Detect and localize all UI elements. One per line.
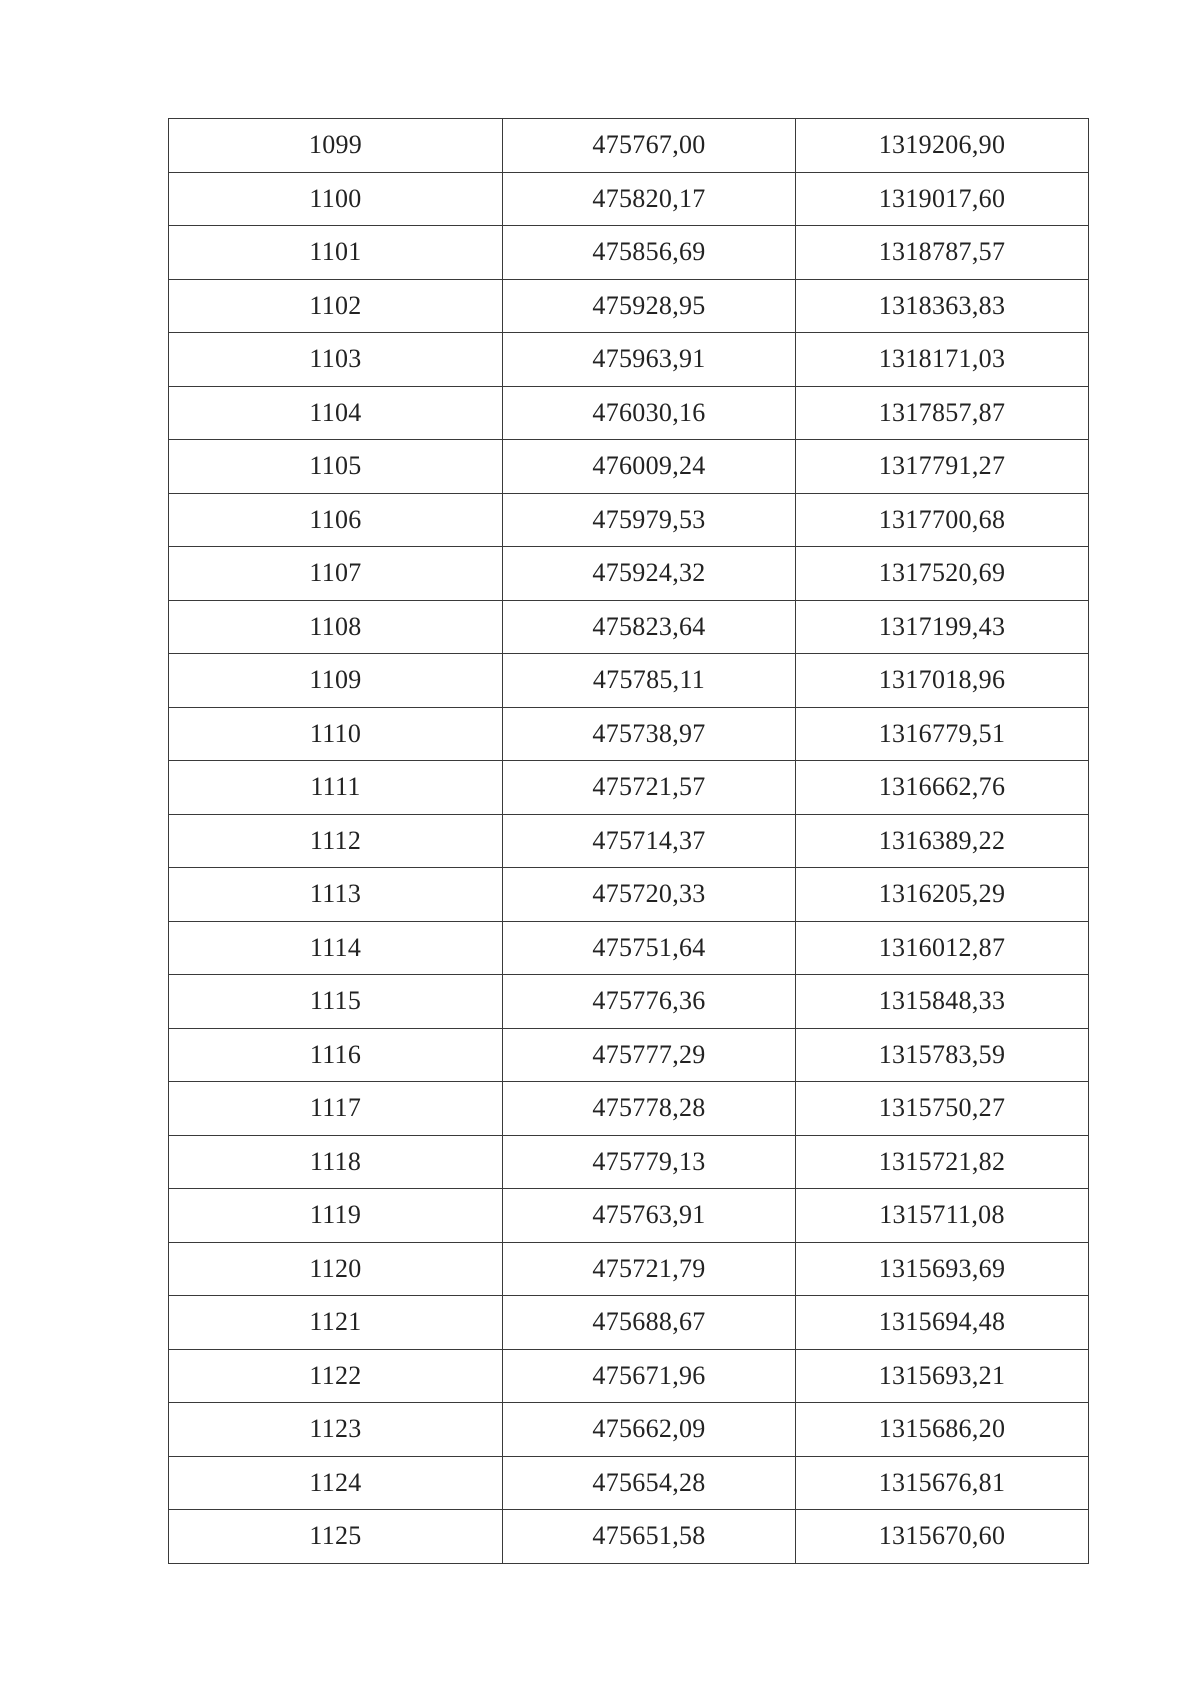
y-coordinate-cell: 1315711,08 (796, 1189, 1089, 1243)
y-coordinate-cell: 1317018,96 (796, 654, 1089, 708)
x-coordinate-cell: 475820,17 (503, 172, 796, 226)
table-row (169, 654, 1089, 708)
x-coordinate-cell: 475751,64 (503, 921, 796, 975)
x-coordinate-cell: 475738,97 (503, 707, 796, 761)
y-coordinate-cell: 1316012,87 (796, 921, 1089, 975)
y-coordinate-cell: 1319017,60 (796, 172, 1089, 226)
point-number-cell: 1107 (169, 547, 503, 601)
point-number-cell: 1120 (169, 1242, 503, 1296)
x-coordinate-cell: 475963,91 (503, 333, 796, 387)
x-coordinate-cell: 475688,67 (503, 1296, 796, 1350)
point-number-cell: 1111 (169, 761, 503, 815)
y-coordinate-cell: 1318363,83 (796, 279, 1089, 333)
y-coordinate-cell: 1316779,51 (796, 707, 1089, 761)
table-row (169, 493, 1089, 547)
x-coordinate-cell: 475776,36 (503, 975, 796, 1029)
point-number-cell: 1110 (169, 707, 503, 761)
y-coordinate-cell: 1315693,21 (796, 1349, 1089, 1403)
y-coordinate-cell: 1316389,22 (796, 814, 1089, 868)
y-coordinate-cell: 1316662,76 (796, 761, 1089, 815)
table-row (169, 333, 1089, 387)
table-row (169, 440, 1089, 494)
y-coordinate-cell: 1317199,43 (796, 600, 1089, 654)
x-coordinate-cell: 475651,58 (503, 1510, 796, 1564)
y-coordinate-cell: 1318787,57 (796, 226, 1089, 280)
point-number-cell: 1104 (169, 386, 503, 440)
coordinates-table-body (169, 119, 1089, 1564)
table-row (169, 1189, 1089, 1243)
point-number-cell: 1125 (169, 1510, 503, 1564)
table-row (169, 547, 1089, 601)
x-coordinate-cell: 475777,29 (503, 1028, 796, 1082)
x-coordinate-cell: 475785,11 (503, 654, 796, 708)
y-coordinate-cell: 1315848,33 (796, 975, 1089, 1029)
point-number-cell: 1118 (169, 1135, 503, 1189)
point-number-cell: 1099 (169, 119, 503, 173)
x-coordinate-cell: 475767,00 (503, 119, 796, 173)
point-number-cell: 1114 (169, 921, 503, 975)
coordinates-table (168, 118, 1089, 1564)
table-row (169, 1510, 1089, 1564)
table-row (169, 600, 1089, 654)
table-row (169, 761, 1089, 815)
point-number-cell: 1109 (169, 654, 503, 708)
x-coordinate-cell: 475671,96 (503, 1349, 796, 1403)
point-number-cell: 1102 (169, 279, 503, 333)
table-row (169, 1349, 1089, 1403)
y-coordinate-cell: 1315670,60 (796, 1510, 1089, 1564)
table-row (169, 279, 1089, 333)
x-coordinate-cell: 475924,32 (503, 547, 796, 601)
x-coordinate-cell: 475928,95 (503, 279, 796, 333)
point-number-cell: 1113 (169, 868, 503, 922)
point-number-cell: 1100 (169, 172, 503, 226)
x-coordinate-cell: 475662,09 (503, 1403, 796, 1457)
x-coordinate-cell: 475721,79 (503, 1242, 796, 1296)
point-number-cell: 1106 (169, 493, 503, 547)
x-coordinate-cell: 475979,53 (503, 493, 796, 547)
y-coordinate-cell: 1315750,27 (796, 1082, 1089, 1136)
table-row (169, 814, 1089, 868)
point-number-cell: 1123 (169, 1403, 503, 1457)
y-coordinate-cell: 1317857,87 (796, 386, 1089, 440)
y-coordinate-cell: 1317700,68 (796, 493, 1089, 547)
table-row (169, 386, 1089, 440)
table-row (169, 1296, 1089, 1350)
point-number-cell: 1115 (169, 975, 503, 1029)
table-row (169, 1028, 1089, 1082)
table-row (169, 1135, 1089, 1189)
table-row (169, 1082, 1089, 1136)
point-number-cell: 1101 (169, 226, 503, 280)
x-coordinate-cell: 476009,24 (503, 440, 796, 494)
point-number-cell: 1122 (169, 1349, 503, 1403)
table-row (169, 172, 1089, 226)
point-number-cell: 1103 (169, 333, 503, 387)
point-number-cell: 1119 (169, 1189, 503, 1243)
y-coordinate-cell: 1315694,48 (796, 1296, 1089, 1350)
y-coordinate-cell: 1316205,29 (796, 868, 1089, 922)
y-coordinate-cell: 1315686,20 (796, 1403, 1089, 1457)
point-number-cell: 1112 (169, 814, 503, 868)
table-row (169, 119, 1089, 173)
table-row (169, 1456, 1089, 1510)
x-coordinate-cell: 475856,69 (503, 226, 796, 280)
point-number-cell: 1116 (169, 1028, 503, 1082)
table-row (169, 707, 1089, 761)
x-coordinate-cell: 475778,28 (503, 1082, 796, 1136)
table-row (169, 1242, 1089, 1296)
y-coordinate-cell: 1317791,27 (796, 440, 1089, 494)
point-number-cell: 1121 (169, 1296, 503, 1350)
x-coordinate-cell: 476030,16 (503, 386, 796, 440)
x-coordinate-cell: 475779,13 (503, 1135, 796, 1189)
table-row (169, 975, 1089, 1029)
x-coordinate-cell: 475823,64 (503, 600, 796, 654)
x-coordinate-cell: 475721,57 (503, 761, 796, 815)
y-coordinate-cell: 1315693,69 (796, 1242, 1089, 1296)
y-coordinate-cell: 1315676,81 (796, 1456, 1089, 1510)
x-coordinate-cell: 475714,37 (503, 814, 796, 868)
table-row (169, 1403, 1089, 1457)
y-coordinate-cell: 1319206,90 (796, 119, 1089, 173)
point-number-cell: 1108 (169, 600, 503, 654)
y-coordinate-cell: 1318171,03 (796, 333, 1089, 387)
y-coordinate-cell: 1317520,69 (796, 547, 1089, 601)
table-row (169, 868, 1089, 922)
point-number-cell: 1105 (169, 440, 503, 494)
x-coordinate-cell: 475720,33 (503, 868, 796, 922)
point-number-cell: 1124 (169, 1456, 503, 1510)
x-coordinate-cell: 475654,28 (503, 1456, 796, 1510)
table-row (169, 226, 1089, 280)
x-coordinate-cell: 475763,91 (503, 1189, 796, 1243)
table-row (169, 921, 1089, 975)
point-number-cell: 1117 (169, 1082, 503, 1136)
y-coordinate-cell: 1315783,59 (796, 1028, 1089, 1082)
y-coordinate-cell: 1315721,82 (796, 1135, 1089, 1189)
